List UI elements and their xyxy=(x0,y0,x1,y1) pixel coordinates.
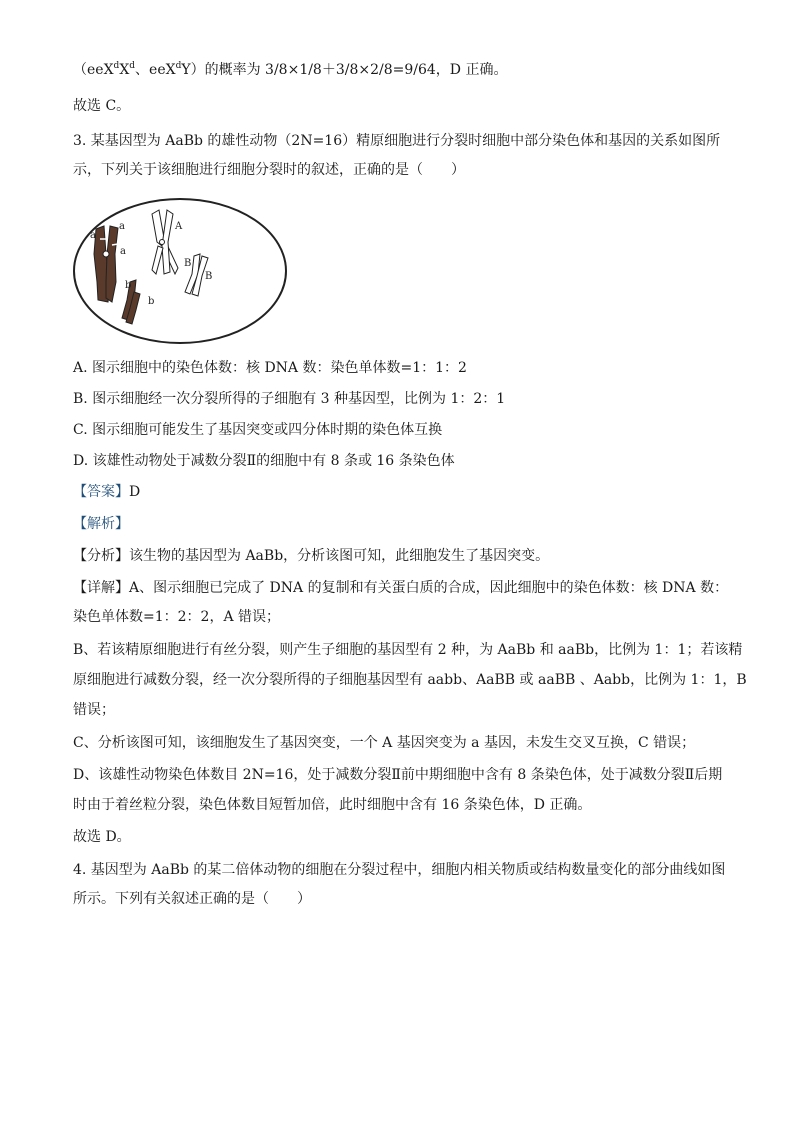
xiangjie-label: 【详解】 xyxy=(73,580,129,596)
question-4-line-2: 所示。下列有关叙述正确的是（ ） xyxy=(73,891,311,907)
answer-value: D xyxy=(129,484,141,500)
gene-label: a xyxy=(90,230,96,241)
select-d-line: 故选 D。 xyxy=(73,829,131,845)
dark-chromosome xyxy=(94,226,118,302)
explain-b-line-2: 原细胞进行减数分裂，经一次分裂所得的子细胞基因型有 aabb、AaBB 或 aaBB 、Aabb，比例为 1：1，B xyxy=(73,672,747,688)
gene-label: b xyxy=(148,296,155,307)
fenxi-line: 【分析】该生物的基因型为 AaBb，分析该图可知，此细胞发生了基因突变。 xyxy=(73,548,550,564)
explain-b-line-3: 错误； xyxy=(73,702,115,718)
option-b: B. 图示细胞经一次分裂所得的子细胞有 3 种基因型，比例为 1：2：1 xyxy=(73,391,506,407)
gene-label: B xyxy=(205,271,213,282)
xiangjie-line-2: 染色单体数=1：2：2，A 错误； xyxy=(73,609,281,625)
text-line-probability: （$eeX^dX^d$、eeX$^d$Y）的概率为 3/8×1/8＋3/8×2/8=9/64，D 正确。 xyxy=(73,61,508,78)
question-4-line-1: 4. 基因型为 AaBb 的某二倍体动物的细胞在分裂过程中，细胞内相关物质或结构数量变化的部分曲线如图 xyxy=(73,862,726,878)
gene-label: A xyxy=(175,221,183,232)
explain-b-line-1: B、若该精原细胞进行有丝分裂，则产生子细胞的基因型有 2 种，为 AaBb 和 aaBb，比例为 1：1；若该精 xyxy=(73,642,743,658)
question-3-line-2: 示，下列关于该细胞进行细胞分裂时的叙述，正确的是（ ） xyxy=(73,162,465,178)
text-line-choice-c: 故选 C。 xyxy=(73,98,131,114)
gene-label: a xyxy=(119,221,125,232)
explain-d-line-2: 时由于着丝粒分裂，染色体数目短暂加倍，此时细胞中含有 16 条染色体，D 正确。 xyxy=(73,797,592,813)
answer-line xyxy=(73,482,140,502)
explain-c-line: C、分析该图可知，该细胞发生了基因突变，一个 A 基因突变为 a 基因，未发生交叉互换，C 错误； xyxy=(73,735,696,751)
gene-label: B xyxy=(184,258,192,269)
cell-chromosome-figure xyxy=(72,196,292,346)
xiangjie-line-1: 【详解】A、图示细胞已完成了 DNA 的复制和有关蛋白质的合成，因此细胞中的染色体数：核 DNA 数： xyxy=(73,580,729,596)
question-3-line-1: 3. 某基因型为 AaBb 的雄性动物（2N=16）精原细胞进行分裂时细胞中部分染色体和基因的关系如图所 xyxy=(73,133,721,149)
option-c: C. 图示细胞可能发生了基因突变或四分体时期的染色体互换 xyxy=(73,422,443,438)
white-chromosome xyxy=(152,210,178,274)
gene-label: b xyxy=(125,280,132,291)
gene-label: a xyxy=(120,246,126,257)
option-a: A. 图示细胞中的染色体数：核 DNA 数：染色单体数=1：1：2 xyxy=(73,360,467,376)
analysis-heading: 【解析】 xyxy=(73,516,129,532)
fenxi-label: 【分析】 xyxy=(73,548,129,564)
option-d: D. 该雄性动物处于减数分裂Ⅱ的细胞中有 8 条或 16 条染色体 xyxy=(73,453,455,469)
explain-d-line-1: D、该雄性动物染色体数目 2N=16，处于减数分裂Ⅱ前中期细胞中含有 8 条染色体，处于减数分裂Ⅱ后期 xyxy=(73,767,723,783)
answer-label: 【答案】 xyxy=(73,484,129,500)
